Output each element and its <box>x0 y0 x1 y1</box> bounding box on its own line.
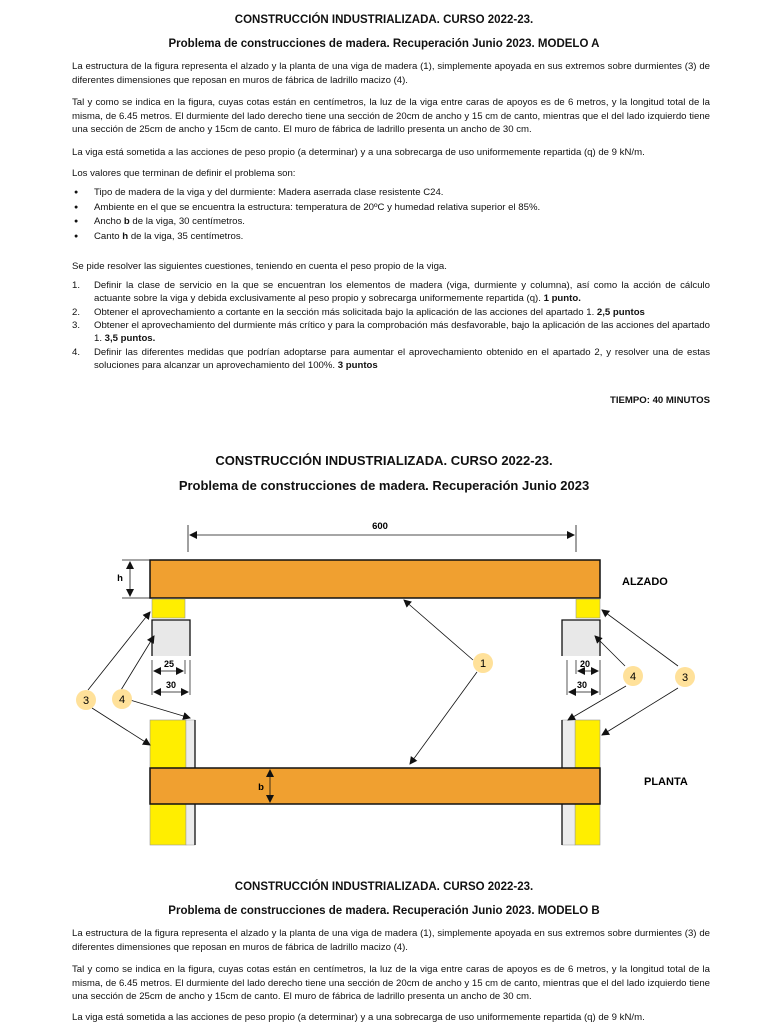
muro-left-elevation <box>152 620 190 656</box>
figure-title-course: CONSTRUCCIÓN INDUSTRIALIZADA. CURSO 2022-23. <box>215 453 553 468</box>
bullet-item: ● Canto h de la viga, 35 centímetros. <box>72 230 710 245</box>
callout-beam <box>473 653 493 673</box>
callout-durmiente-left <box>76 690 96 710</box>
question-item: 4. Definir las diferentes medidas que podrían adoptarse para aumentar el aprovechamiento obtenido en el apartado 2, y resolver una de estas soluciones para alcanzar un aprovechamiento del 100%. 3 puntos <box>72 346 710 371</box>
model-a-bullet-list <box>72 186 710 244</box>
model-b-paragraph-3: La viga está sometida a las acciones de peso propio (a determinar) y a una sobrecarga de uso uniformemente repartida (q) de 9 kN/m. <box>72 1012 645 1023</box>
callout-durmiente-right <box>675 667 695 687</box>
callout-muro-left <box>112 689 132 709</box>
model-a-paragraph-3: La viga está sometida a las acciones de peso propio (a determinar) y a una sobrecarga de uso uniformemente repartida (q) de 9 kN/m. <box>72 147 645 158</box>
svg-text:25: 25 <box>163 659 175 669</box>
svg-text:3: 3 <box>82 695 90 707</box>
question-item: 1. Definir la clase de servicio en la que se encuentran los elementos de madera (viga, durmiente y columna), así como la acción de cálculo actuante sobre la viga y debida exclusivamente al peso propio y sobrecarga uniformemente repartida (q). 1 punto. <box>72 280 710 304</box>
model-b-title-course: CONSTRUCCIÓN INDUSTRIALIZADA. CURSO 2022-23. <box>234 881 534 893</box>
label-planta: PLANTA <box>644 776 688 788</box>
model-a-question-list <box>72 279 710 372</box>
svg-text:30: 30 <box>165 680 177 690</box>
label-alzado: ALZADO <box>622 576 668 588</box>
model-a-paragraph-2: Tal y como se indica en la figura, cuyas cotas están en centímetros, la luz de la viga entre caras de apoyos es de 6 metros, y la longitud total de la misma, de 6.45 metros. El durmiente del lado derecho tiene una sección de 20cm de ancho y 15 cm de canto, mientras que el del lado izquierdo tiene una sección de 25cm de ancho y 15cm de canto. El muro de fábrica de ladrillo presenta un ancho de 30 cm. <box>72 97 710 135</box>
svg-text:600: 600 <box>372 521 388 532</box>
dimension-span <box>188 521 576 552</box>
bullet-item: ● Tipo de madera de la viga y del durmiente: Madera aserrada clase resistente C24. <box>72 186 710 201</box>
svg-text:30: 30 <box>576 680 588 690</box>
beam-elevation <box>150 560 600 598</box>
bullet-item: ● Ancho b de la viga, 30 centímetros. <box>72 215 710 230</box>
model-b-paragraph-1: La estructura de la figura representa el alzado y la planta de una viga de madera (1), simplemente apoyada en sus extremos sobre durmientes (3) de diferentes dimensiones que reposan en muros de fábrica de ladrillo macizo (4). <box>72 928 710 953</box>
svg-text:3: 3 <box>681 672 689 684</box>
svg-text:h: h <box>117 573 123 584</box>
model-a-paragraph-5: Se pide resolver las siguientes cuestiones, teniendo en cuenta el peso propio de la viga. <box>72 261 447 272</box>
callout-muro-right <box>623 666 643 686</box>
svg-text:1: 1 <box>479 658 487 670</box>
svg-text:b: b <box>258 782 264 793</box>
model-a-title-problem: Problema de construcciones de madera. Recuperación Junio 2023. MODELO A <box>168 38 600 50</box>
figure-title-problem: Problema de construcciones de madera. Recuperación Junio 2023 <box>178 478 590 493</box>
svg-text:4: 4 <box>118 694 126 706</box>
durmiente-right-elevation <box>576 599 600 618</box>
bullet-item: ● Ambiente en el que se encuentra la estructura: temperatura de 20ºC y humedad relativa superior el 85%. <box>72 201 710 216</box>
dimension-h <box>117 560 150 598</box>
model-b-paragraph-2: Tal y como se indica en la figura, cuyas cotas están en centímetros, la luz de la viga entre caras de apoyos es de 6 metros, y la longitud total de la misma, de 6.45 metros. El durmiente del lado derecho tiene una sección de 20cm de ancho y 15 cm de canto, mientras que el del lado izquierdo tiene una sección de 25cm de ancho y 15cm de canto. El muro de fábrica de ladrillo presenta un ancho de 30 cm. <box>72 964 710 1002</box>
question-item: 2. Obtener el aprovechamiento a cortante en la sección más solicitada bajo la aplicación de las acciones del apartado 1. 2,5 puntos <box>72 306 645 318</box>
svg-text:20: 20 <box>579 659 591 669</box>
model-a-title-course: CONSTRUCCIÓN INDUSTRIALIZADA. CURSO 2022-23. <box>234 14 534 26</box>
model-b-title-problem: Problema de construcciones de madera. Recuperación Junio 2023. MODELO B <box>168 905 600 917</box>
beam-plan <box>150 768 600 804</box>
svg-text:4: 4 <box>629 671 637 683</box>
question-item: 3. Obtener el aprovechamiento del durmiente más crítico y para la comprobación más desfavorable, bajo la aplicación de las acciones del apartado 1. 3,5 puntos. <box>72 320 710 344</box>
model-a-time-limit: TIEMPO: 40 MINUTOS <box>609 395 710 406</box>
structure-figure <box>0 500 768 860</box>
muro-right-elevation <box>562 620 600 656</box>
model-a-paragraph-1: La estructura de la figura representa el alzado y la planta de una viga de madera (1), simplemente apoyada en sus extremos sobre durmientes (3) de diferentes dimensiones que reposan en muros de fábrica de ladrillo macizo (4). <box>72 61 710 86</box>
model-a-paragraph-4: Los valores que terminan de definir el problema son: <box>72 168 296 179</box>
durmiente-left-elevation <box>152 599 185 618</box>
